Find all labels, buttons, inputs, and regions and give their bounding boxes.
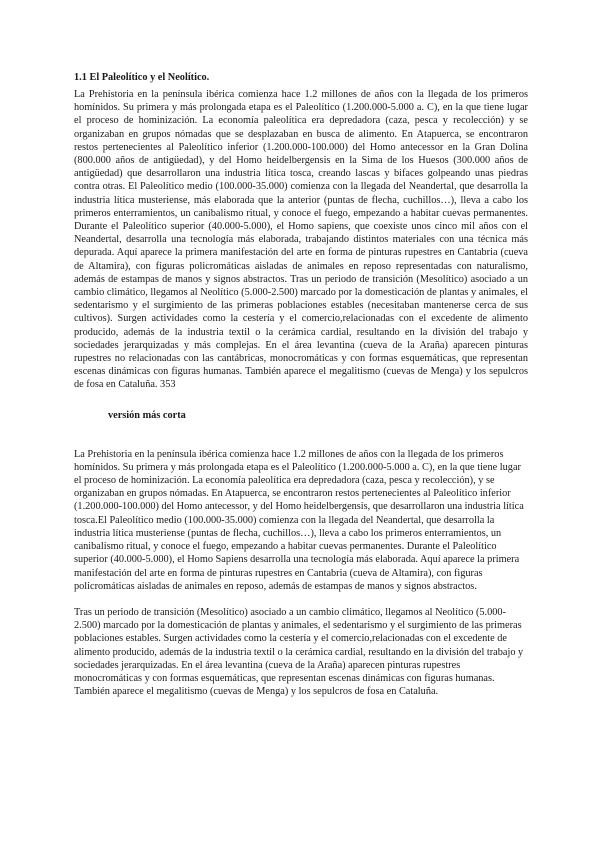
short-version-subheading: versión más corta [108,409,186,421]
spacer [74,422,528,448]
document-body [74,71,528,698]
long-version-paragraph: La Prehistoria en la península ibérica comienza hace 1.2 millones de años con la llegada de los primeros homínidos. Su primera y más prolongada etapa es el Paleolítico (1.200.000-5.000 a. C), en la que tiene lugar el proceso de hominización. La economía paleolítica era depredadora (caza, pesca y recolección) y se organizaban en grupos nómadas que se desplazaban en busca de alimento. En Atapuerca, se encontraron restos pertenecientes al Paleolítico inferior (1.200.000-100.000) del Homo antecessor en la Gran Dolina (800.000 años de antigüedad), y del Homo heidelbergensis en la Sima de los Huesos (300.000 años de antigüedad) que desarrollaron una industria lítica tosca, creando lascas y bifaces golpeando unas piedras contra otras. El Paleolítico medio (100.000-35.000) comienza con la llegada del Neandertal, que desarrolla la industria lítica musteriense, más elaborada que la anterior (puntas de flecha, cuchillos…), lleva a cabo los primeros enterramientos, un canibalismo ritual, y conoce el fuego, empezando a habitar cuevas permanentes. Durante el Paleolítico superior (40.000-5.000), el Homo sapiens, que coexiste unos cinco mil años con el Neandertal, desarrolla una tecnología más elaborada, trabajando distintos materiales con una técnica más depurada. Aquí aparece la primera manifestación del arte en forma de pinturas rupestres en Cantabria (cueva de Altamira), con figuras policromáticas aisladas de animales en reposo representadas con naturalismo, además de estampas de manos y signos abstractos. Tras un periodo de transición (Mesolítico) asociado a un cambio climático, llegamos al Neolítico (5.000-2.500) marcado por la domesticación de plantas y animales, el sedentarismo y el surgimiento de las primeras poblaciones estables (necesitaban mantenerse cerca de sus cultivos). Surgen actividades como la cestería y el comercio,relacionadas con el excedente de alimento producido, además de la industria textil o la cerámica cardial, resultando en la división del trabajo y sociedades jerarquizadas y más complejas. En el área levantina (cueva de la Araña) aparecen pinturas rupestres no relacionadas con las cantábricas, monocromáticas y con formas esquemáticas, que representan escenas dinámicas con figuras humanas. También aparece el megalitismo (cuevas de Menga) y los sepulcros de fosa en Cataluña. 353 [74,89,528,391]
short-version-paragraph-1: La Prehistoria en la península ibérica comienza hace 1.2 millones de años con la llegada de los primeros homínidos. Su primera y más prolongada etapa es el Paleolítico (1.200.000-5.000 a. C), en la que tiene lugar el proceso de hominización. La economía paleolítica era depredadora (caza, pesca y recolección), y se organizaban en grupos nómadas. En Atapuerca, se encontraron restos pertenecientes al Paleolítico inferior (1.200.000-100.000) del Homo antecessor, y del Homo heidelbergensis, que desarrollaron una industria lítica tosca.El Paleolítico medio (100.000-35.000) comienza con la llegada del Neandertal, que desarrolla la industria lítica musteriense (puntas de flecha, cuchillos…), lleva a cabo los primeros enterramientos, un canibalismo ritual, y conoce el fuego, empezando a habitar cuevas permanentes. Durante el Paleolítico superior (40.000-5.000), el Homo Sapiens desarrolla una tecnología más elaborada. Aquí aparece la primera manifestación del arte en forma de pinturas rupestres en Cantabria (cueva de Altamira), con figuras policromáticas aisladas de animales en reposo, además de estampas de manos y signos abstractos. [74,448,524,592]
short-version-paragraph-2: Tras un periodo de transición (Mesolítico) asociado a un cambio climático, llegamos al Neolítico (5.000-2.500) marcado por la domesticación de plantas y animales, el sedentarismo y el surgimiento de las primeras poblaciones estables. Surgen actividades como la cestería y el comercio,relacionadas con el excedente de alimento producido, además de la industria textil o la cerámica cardial, resultando en la división del trabajo y sociedades jerarquizadas. En el área levantina (cueva de la Araña) aparecen pinturas rupestres monocromáticas y con formas esquemáticas, que representan escenas dinámicas con figuras humanas. También aparece el megalitismo (cuevas de Menga) y los sepulcros de fosa en Cataluña. [74,606,524,698]
section-heading: 1.1 El Paleolítico y el Neolítico. [74,72,210,83]
spacer [74,593,528,606]
